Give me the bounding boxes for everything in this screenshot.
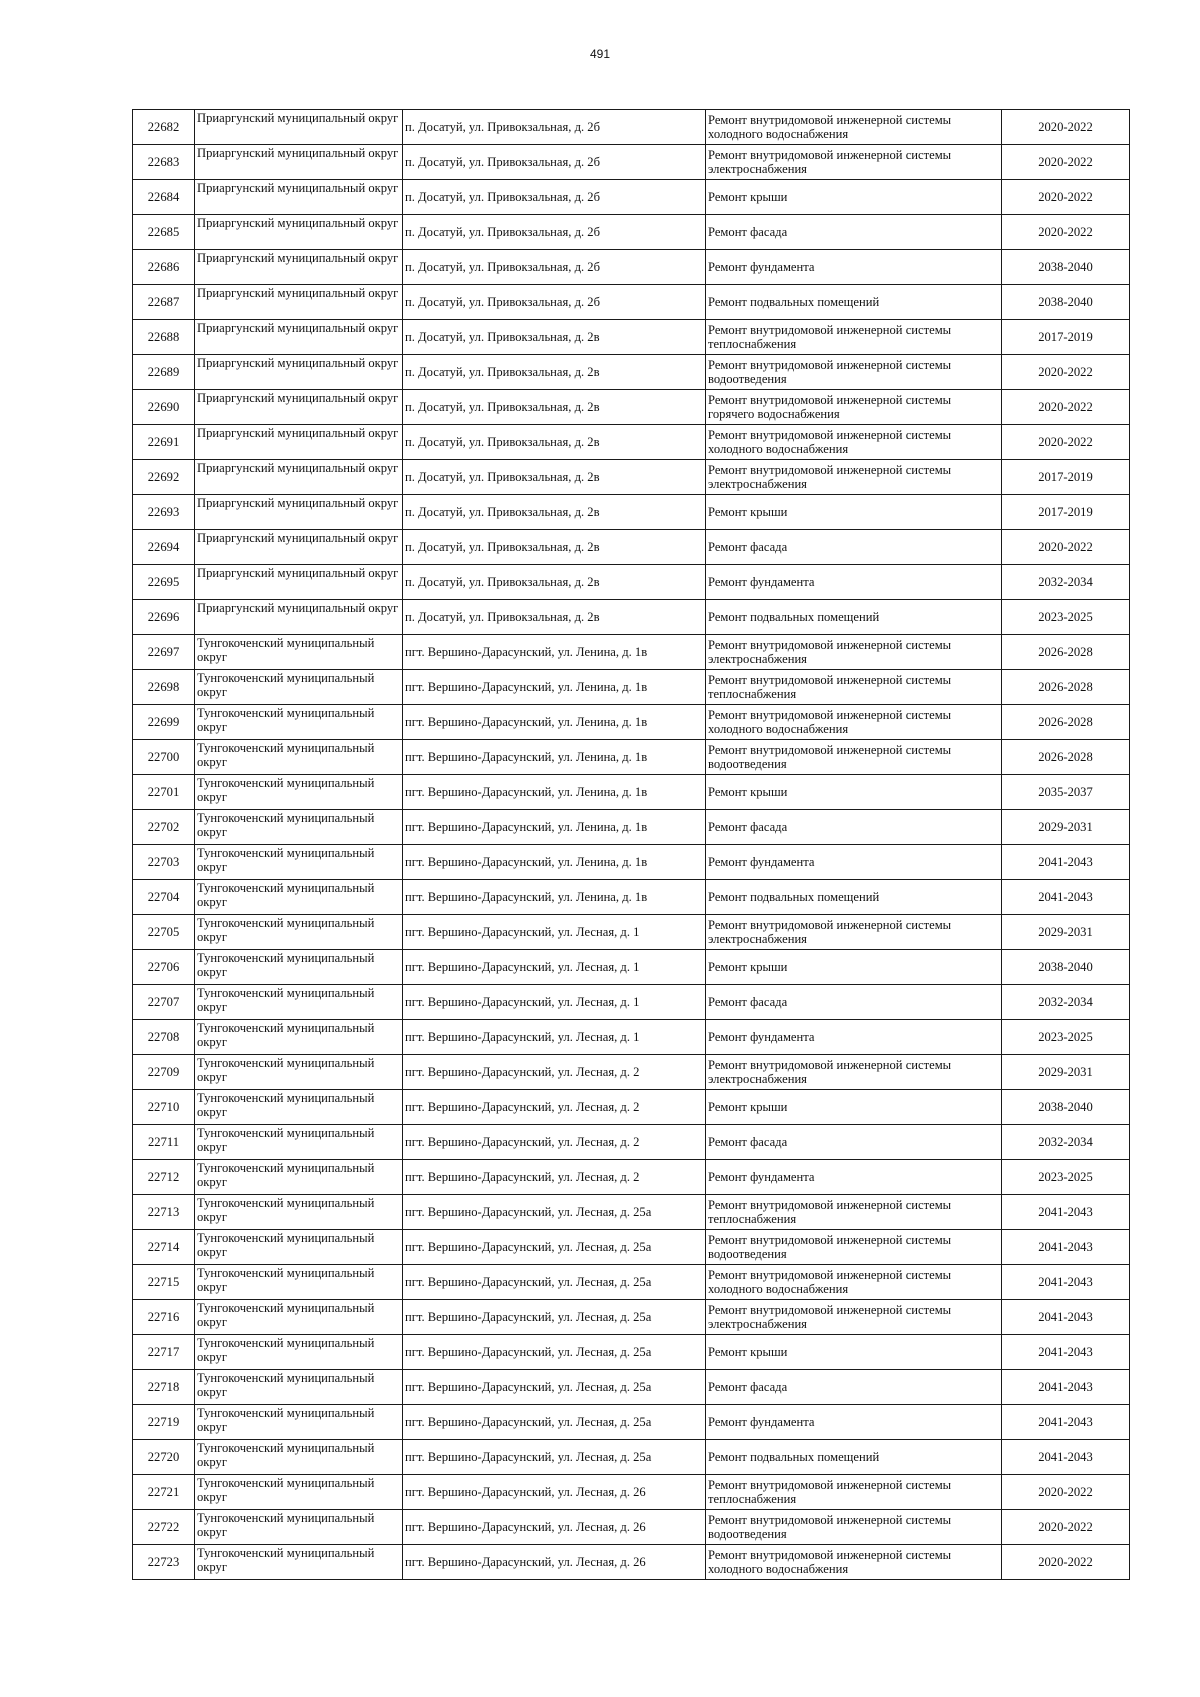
district-cell: Тунгокоченский муниципальный округ: [195, 1545, 403, 1580]
period-cell: 2020-2022: [1002, 530, 1130, 565]
work-type-cell: Ремонт внутридомовой инженерной системы водоотведения: [706, 740, 1002, 775]
work-type-cell: Ремонт внутридомовой инженерной системы электроснабжения: [706, 145, 1002, 180]
district-cell: Приаргунский муниципальный округ: [195, 250, 403, 285]
work-type-cell: Ремонт фундамента: [706, 250, 1002, 285]
work-type-cell: Ремонт внутридомовой инженерной системы электроснабжения: [706, 915, 1002, 950]
address-cell: пгт. Вершино-Дарасунский, ул. Лесная, д. 25а: [403, 1370, 706, 1405]
row-number-cell: 22702: [133, 810, 195, 845]
row-number-cell: 22691: [133, 425, 195, 460]
table-row: [133, 915, 1130, 950]
row-number-cell: 22706: [133, 950, 195, 985]
address-cell: пгт. Вершино-Дарасунский, ул. Лесная, д. 1: [403, 915, 706, 950]
address-cell: пгт. Вершино-Дарасунский, ул. Ленина, д. 1в: [403, 880, 706, 915]
row-number-cell: 22705: [133, 915, 195, 950]
work-type-cell: Ремонт внутридомовой инженерной системы холодного водоснабжения: [706, 1545, 1002, 1580]
work-type-cell: Ремонт фундамента: [706, 845, 1002, 880]
district-cell: Приаргунский муниципальный округ: [195, 425, 403, 460]
period-cell: 2023-2025: [1002, 1160, 1130, 1195]
row-number-cell: 22707: [133, 985, 195, 1020]
work-type-cell: Ремонт внутридомовой инженерной системы холодного водоснабжения: [706, 1265, 1002, 1300]
row-number-cell: 22684: [133, 180, 195, 215]
period-cell: 2029-2031: [1002, 810, 1130, 845]
period-cell: 2032-2034: [1002, 985, 1130, 1020]
address-cell: пгт. Вершино-Дарасунский, ул. Лесная, д. 1: [403, 1020, 706, 1055]
work-type-cell: Ремонт внутридомовой инженерной системы теплоснабжения: [706, 320, 1002, 355]
period-cell: 2035-2037: [1002, 775, 1130, 810]
district-cell: Приаргунский муниципальный округ: [195, 390, 403, 425]
work-type-cell: Ремонт фасада: [706, 530, 1002, 565]
table-row: [133, 845, 1130, 880]
period-cell: 2020-2022: [1002, 1510, 1130, 1545]
period-cell: 2020-2022: [1002, 355, 1130, 390]
row-number-cell: 22710: [133, 1090, 195, 1125]
row-number-cell: 22690: [133, 390, 195, 425]
period-cell: 2032-2034: [1002, 1125, 1130, 1160]
district-cell: Тунгокоченский муниципальный округ: [195, 1230, 403, 1265]
table-row: [133, 1475, 1130, 1510]
address-cell: п. Досатуй, ул. Привокзальная, д. 2в: [403, 320, 706, 355]
row-number-cell: 22695: [133, 565, 195, 600]
address-cell: п. Досатуй, ул. Привокзальная, д. 2в: [403, 390, 706, 425]
district-cell: Тунгокоченский муниципальный округ: [195, 635, 403, 670]
district-cell: Тунгокоченский муниципальный округ: [195, 1510, 403, 1545]
work-type-cell: Ремонт внутридомовой инженерной системы электроснабжения: [706, 460, 1002, 495]
district-cell: Тунгокоченский муниципальный округ: [195, 1195, 403, 1230]
address-cell: п. Досатуй, ул. Привокзальная, д. 2б: [403, 180, 706, 215]
district-cell: Приаргунский муниципальный округ: [195, 600, 403, 635]
address-cell: п. Досатуй, ул. Привокзальная, д. 2в: [403, 355, 706, 390]
period-cell: 2041-2043: [1002, 880, 1130, 915]
table-row: [133, 1510, 1130, 1545]
row-number-cell: 22692: [133, 460, 195, 495]
period-cell: 2041-2043: [1002, 1300, 1130, 1335]
table-row: [133, 1195, 1130, 1230]
row-number-cell: 22697: [133, 635, 195, 670]
work-type-cell: Ремонт крыши: [706, 775, 1002, 810]
table-row: [133, 250, 1130, 285]
work-type-cell: Ремонт фасада: [706, 215, 1002, 250]
district-cell: Тунгокоченский муниципальный округ: [195, 985, 403, 1020]
row-number-cell: 22685: [133, 215, 195, 250]
district-cell: Приаргунский муниципальный округ: [195, 495, 403, 530]
address-cell: пгт. Вершино-Дарасунский, ул. Лесная, д. 25а: [403, 1335, 706, 1370]
table-row: [133, 1545, 1130, 1580]
table-row: [133, 1405, 1130, 1440]
period-cell: 2041-2043: [1002, 1370, 1130, 1405]
row-number-cell: 22722: [133, 1510, 195, 1545]
period-cell: 2032-2034: [1002, 565, 1130, 600]
work-type-cell: Ремонт фасада: [706, 1370, 1002, 1405]
district-cell: Тунгокоченский муниципальный округ: [195, 880, 403, 915]
address-cell: п. Досатуй, ул. Привокзальная, д. 2в: [403, 495, 706, 530]
address-cell: п. Досатуй, ул. Привокзальная, д. 2в: [403, 425, 706, 460]
row-number-cell: 22703: [133, 845, 195, 880]
district-cell: Приаргунский муниципальный округ: [195, 320, 403, 355]
address-cell: пгт. Вершино-Дарасунский, ул. Лесная, д. 25а: [403, 1265, 706, 1300]
row-number-cell: 22713: [133, 1195, 195, 1230]
work-type-cell: Ремонт внутридомовой инженерной системы горячего водоснабжения: [706, 390, 1002, 425]
address-cell: п. Досатуй, ул. Привокзальная, д. 2в: [403, 530, 706, 565]
period-cell: 2038-2040: [1002, 250, 1130, 285]
period-cell: 2020-2022: [1002, 1475, 1130, 1510]
address-cell: пгт. Вершино-Дарасунский, ул. Лесная, д. 25а: [403, 1440, 706, 1475]
row-number-cell: 22689: [133, 355, 195, 390]
row-number-cell: 22696: [133, 600, 195, 635]
table-row: [133, 740, 1130, 775]
table-row: [133, 1090, 1130, 1125]
work-type-cell: Ремонт фасада: [706, 1125, 1002, 1160]
period-cell: 2041-2043: [1002, 1195, 1130, 1230]
period-cell: 2026-2028: [1002, 740, 1130, 775]
row-number-cell: 22708: [133, 1020, 195, 1055]
period-cell: 2020-2022: [1002, 1545, 1130, 1580]
period-cell: 2038-2040: [1002, 1090, 1130, 1125]
address-cell: пгт. Вершино-Дарасунский, ул. Лесная, д. 25а: [403, 1405, 706, 1440]
row-number-cell: 22715: [133, 1265, 195, 1300]
row-number-cell: 22719: [133, 1405, 195, 1440]
work-type-cell: Ремонт подвальных помещений: [706, 285, 1002, 320]
work-type-cell: Ремонт внутридомовой инженерной системы теплоснабжения: [706, 670, 1002, 705]
row-number-cell: 22712: [133, 1160, 195, 1195]
period-cell: 2029-2031: [1002, 1055, 1130, 1090]
table-row: [133, 950, 1130, 985]
address-cell: пгт. Вершино-Дарасунский, ул. Лесная, д. 2: [403, 1125, 706, 1160]
district-cell: Тунгокоченский муниципальный округ: [195, 1055, 403, 1090]
table-row: [133, 1335, 1130, 1370]
work-type-cell: Ремонт внутридомовой инженерной системы водоотведения: [706, 355, 1002, 390]
period-cell: 2020-2022: [1002, 390, 1130, 425]
district-cell: Приаргунский муниципальный округ: [195, 460, 403, 495]
address-cell: п. Досатуй, ул. Привокзальная, д. 2в: [403, 600, 706, 635]
period-cell: 2020-2022: [1002, 145, 1130, 180]
period-cell: 2029-2031: [1002, 915, 1130, 950]
table-row: [133, 1020, 1130, 1055]
work-type-cell: Ремонт крыши: [706, 1090, 1002, 1125]
work-type-cell: Ремонт внутридомовой инженерной системы водоотведения: [706, 1510, 1002, 1545]
district-cell: Тунгокоченский муниципальный округ: [195, 1300, 403, 1335]
table-row: [133, 775, 1130, 810]
row-number-cell: 22714: [133, 1230, 195, 1265]
district-cell: Приаргунский муниципальный округ: [195, 355, 403, 390]
table-row: [133, 1055, 1130, 1090]
district-cell: Тунгокоченский муниципальный округ: [195, 950, 403, 985]
row-number-cell: 22704: [133, 880, 195, 915]
address-cell: пгт. Вершино-Дарасунский, ул. Лесная, д. 26: [403, 1475, 706, 1510]
period-cell: 2026-2028: [1002, 635, 1130, 670]
period-cell: 2041-2043: [1002, 1405, 1130, 1440]
table-row: [133, 110, 1130, 145]
district-cell: Тунгокоченский муниципальный округ: [195, 845, 403, 880]
period-cell: 2026-2028: [1002, 705, 1130, 740]
row-number-cell: 22700: [133, 740, 195, 775]
district-cell: Тунгокоченский муниципальный округ: [195, 740, 403, 775]
work-type-cell: Ремонт крыши: [706, 180, 1002, 215]
table-row: [133, 705, 1130, 740]
page-number: 491: [589, 47, 611, 61]
row-number-cell: 22688: [133, 320, 195, 355]
district-cell: Тунгокоченский муниципальный округ: [195, 1160, 403, 1195]
row-number-cell: 22687: [133, 285, 195, 320]
row-number-cell: 22699: [133, 705, 195, 740]
address-cell: п. Досатуй, ул. Привокзальная, д. 2б: [403, 110, 706, 145]
work-type-cell: Ремонт внутридомовой инженерной системы теплоснабжения: [706, 1195, 1002, 1230]
table-row: [133, 1160, 1130, 1195]
address-cell: пгт. Вершино-Дарасунский, ул. Лесная, д. 25а: [403, 1230, 706, 1265]
table-row: [133, 285, 1130, 320]
period-cell: 2017-2019: [1002, 460, 1130, 495]
row-number-cell: 22682: [133, 110, 195, 145]
district-cell: Тунгокоченский муниципальный округ: [195, 1265, 403, 1300]
address-cell: пгт. Вершино-Дарасунский, ул. Лесная, д. 26: [403, 1510, 706, 1545]
period-cell: 2041-2043: [1002, 845, 1130, 880]
table-row: [133, 495, 1130, 530]
address-cell: п. Досатуй, ул. Привокзальная, д. 2в: [403, 460, 706, 495]
address-cell: пгт. Вершино-Дарасунский, ул. Лесная, д. 2: [403, 1090, 706, 1125]
table-row: [133, 425, 1130, 460]
period-cell: 2041-2043: [1002, 1265, 1130, 1300]
work-type-cell: Ремонт подвальных помещений: [706, 600, 1002, 635]
table-row: [133, 635, 1130, 670]
row-number-cell: 22693: [133, 495, 195, 530]
period-cell: 2020-2022: [1002, 180, 1130, 215]
table-row: [133, 810, 1130, 845]
work-type-cell: Ремонт внутридомовой инженерной системы водоотведения: [706, 1230, 1002, 1265]
work-type-cell: Ремонт внутридомовой инженерной системы холодного водоснабжения: [706, 110, 1002, 145]
work-type-cell: Ремонт фундамента: [706, 1160, 1002, 1195]
table-row: [133, 530, 1130, 565]
address-cell: пгт. Вершино-Дарасунский, ул. Ленина, д. 1в: [403, 810, 706, 845]
period-cell: 2038-2040: [1002, 285, 1130, 320]
row-number-cell: 22721: [133, 1475, 195, 1510]
row-number-cell: 22717: [133, 1335, 195, 1370]
table-row: [133, 145, 1130, 180]
work-type-cell: Ремонт фасада: [706, 985, 1002, 1020]
period-cell: 2041-2043: [1002, 1335, 1130, 1370]
period-cell: 2020-2022: [1002, 425, 1130, 460]
row-number-cell: 22698: [133, 670, 195, 705]
table-row: [133, 670, 1130, 705]
period-cell: 2023-2025: [1002, 600, 1130, 635]
work-type-cell: Ремонт крыши: [706, 1335, 1002, 1370]
address-cell: пгт. Вершино-Дарасунский, ул. Лесная, д. 1: [403, 985, 706, 1020]
table-row: [133, 1230, 1130, 1265]
work-type-cell: Ремонт фундамента: [706, 565, 1002, 600]
district-cell: Тунгокоченский муниципальный округ: [195, 1125, 403, 1160]
district-cell: Приаргунский муниципальный округ: [195, 215, 403, 250]
table-row: [133, 565, 1130, 600]
period-cell: 2020-2022: [1002, 215, 1130, 250]
table-row: [133, 600, 1130, 635]
district-cell: Тунгокоченский муниципальный округ: [195, 810, 403, 845]
district-cell: Приаргунский муниципальный округ: [195, 110, 403, 145]
district-cell: Тунгокоченский муниципальный округ: [195, 1405, 403, 1440]
address-cell: п. Досатуй, ул. Привокзальная, д. 2б: [403, 285, 706, 320]
row-number-cell: 22686: [133, 250, 195, 285]
work-type-cell: Ремонт крыши: [706, 495, 1002, 530]
period-cell: 2020-2022: [1002, 110, 1130, 145]
district-cell: Тунгокоченский муниципальный округ: [195, 670, 403, 705]
address-cell: п. Досатуй, ул. Привокзальная, д. 2б: [403, 145, 706, 180]
table-row: [133, 320, 1130, 355]
address-cell: пгт. Вершино-Дарасунский, ул. Ленина, д. 1в: [403, 670, 706, 705]
work-type-cell: Ремонт крыши: [706, 950, 1002, 985]
work-type-cell: Ремонт внутридомовой инженерной системы теплоснабжения: [706, 1475, 1002, 1510]
address-cell: пгт. Вершино-Дарасунский, ул. Лесная, д. 25а: [403, 1300, 706, 1335]
district-cell: Тунгокоченский муниципальный округ: [195, 1335, 403, 1370]
work-type-cell: Ремонт внутридомовой инженерной системы электроснабжения: [706, 635, 1002, 670]
table-row: [133, 355, 1130, 390]
work-type-cell: Ремонт фундамента: [706, 1020, 1002, 1055]
table-row: [133, 1440, 1130, 1475]
district-cell: Тунгокоченский муниципальный округ: [195, 775, 403, 810]
address-cell: п. Досатуй, ул. Привокзальная, д. 2в: [403, 565, 706, 600]
address-cell: пгт. Вершино-Дарасунский, ул. Ленина, д. 1в: [403, 705, 706, 740]
table-row: [133, 1265, 1130, 1300]
work-type-cell: Ремонт внутридомовой инженерной системы холодного водоснабжения: [706, 705, 1002, 740]
district-cell: Приаргунский муниципальный округ: [195, 285, 403, 320]
row-number-cell: 22694: [133, 530, 195, 565]
district-cell: Приаргунский муниципальный округ: [195, 180, 403, 215]
district-cell: Тунгокоченский муниципальный округ: [195, 1370, 403, 1405]
district-cell: Тунгокоченский муниципальный округ: [195, 705, 403, 740]
address-cell: пгт. Вершино-Дарасунский, ул. Ленина, д. 1в: [403, 740, 706, 775]
row-number-cell: 22723: [133, 1545, 195, 1580]
address-cell: пгт. Вершино-Дарасунский, ул. Лесная, д. 25а: [403, 1195, 706, 1230]
table-row: [133, 1370, 1130, 1405]
address-cell: пгт. Вершино-Дарасунский, ул. Ленина, д. 1в: [403, 775, 706, 810]
district-cell: Тунгокоченский муниципальный округ: [195, 1020, 403, 1055]
address-cell: пгт. Вершино-Дарасунский, ул. Лесная, д. 2: [403, 1160, 706, 1195]
address-cell: п. Досатуй, ул. Привокзальная, д. 2б: [403, 215, 706, 250]
address-cell: пгт. Вершино-Дарасунский, ул. Лесная, д. 26: [403, 1545, 706, 1580]
row-number-cell: 22711: [133, 1125, 195, 1160]
period-cell: 2017-2019: [1002, 495, 1130, 530]
table-row: [133, 390, 1130, 425]
address-cell: пгт. Вершино-Дарасунский, ул. Лесная, д. 2: [403, 1055, 706, 1090]
period-cell: 2041-2043: [1002, 1230, 1130, 1265]
repair-schedule-table: [132, 109, 1130, 1580]
district-cell: Приаргунский муниципальный округ: [195, 565, 403, 600]
period-cell: 2023-2025: [1002, 1020, 1130, 1055]
work-type-cell: Ремонт подвальных помещений: [706, 1440, 1002, 1475]
address-cell: пгт. Вершино-Дарасунский, ул. Ленина, д. 1в: [403, 635, 706, 670]
work-type-cell: Ремонт фундамента: [706, 1405, 1002, 1440]
table-row: [133, 985, 1130, 1020]
table-row: [133, 215, 1130, 250]
work-type-cell: Ремонт фасада: [706, 810, 1002, 845]
row-number-cell: 22709: [133, 1055, 195, 1090]
address-cell: п. Досатуй, ул. Привокзальная, д. 2б: [403, 250, 706, 285]
address-cell: пгт. Вершино-Дарасунский, ул. Лесная, д. 1: [403, 950, 706, 985]
table-row: [133, 180, 1130, 215]
row-number-cell: 22720: [133, 1440, 195, 1475]
period-cell: 2017-2019: [1002, 320, 1130, 355]
table-body: [133, 110, 1130, 1580]
table-row: [133, 1300, 1130, 1335]
work-type-cell: Ремонт внутридомовой инженерной системы электроснабжения: [706, 1300, 1002, 1335]
district-cell: Тунгокоченский муниципальный округ: [195, 1475, 403, 1510]
row-number-cell: 22701: [133, 775, 195, 810]
address-cell: пгт. Вершино-Дарасунский, ул. Ленина, д. 1в: [403, 845, 706, 880]
district-cell: Приаргунский муниципальный округ: [195, 530, 403, 565]
district-cell: Приаргунский муниципальный округ: [195, 145, 403, 180]
work-type-cell: Ремонт внутридомовой инженерной системы холодного водоснабжения: [706, 425, 1002, 460]
period-cell: 2026-2028: [1002, 670, 1130, 705]
row-number-cell: 22716: [133, 1300, 195, 1335]
period-cell: 2038-2040: [1002, 950, 1130, 985]
row-number-cell: 22718: [133, 1370, 195, 1405]
district-cell: Тунгокоченский муниципальный округ: [195, 915, 403, 950]
row-number-cell: 22683: [133, 145, 195, 180]
table-row: [133, 880, 1130, 915]
work-type-cell: Ремонт подвальных помещений: [706, 880, 1002, 915]
table-row: [133, 460, 1130, 495]
work-type-cell: Ремонт внутридомовой инженерной системы электроснабжения: [706, 1055, 1002, 1090]
district-cell: Тунгокоченский муниципальный округ: [195, 1090, 403, 1125]
district-cell: Тунгокоченский муниципальный округ: [195, 1440, 403, 1475]
table-row: [133, 1125, 1130, 1160]
period-cell: 2041-2043: [1002, 1440, 1130, 1475]
